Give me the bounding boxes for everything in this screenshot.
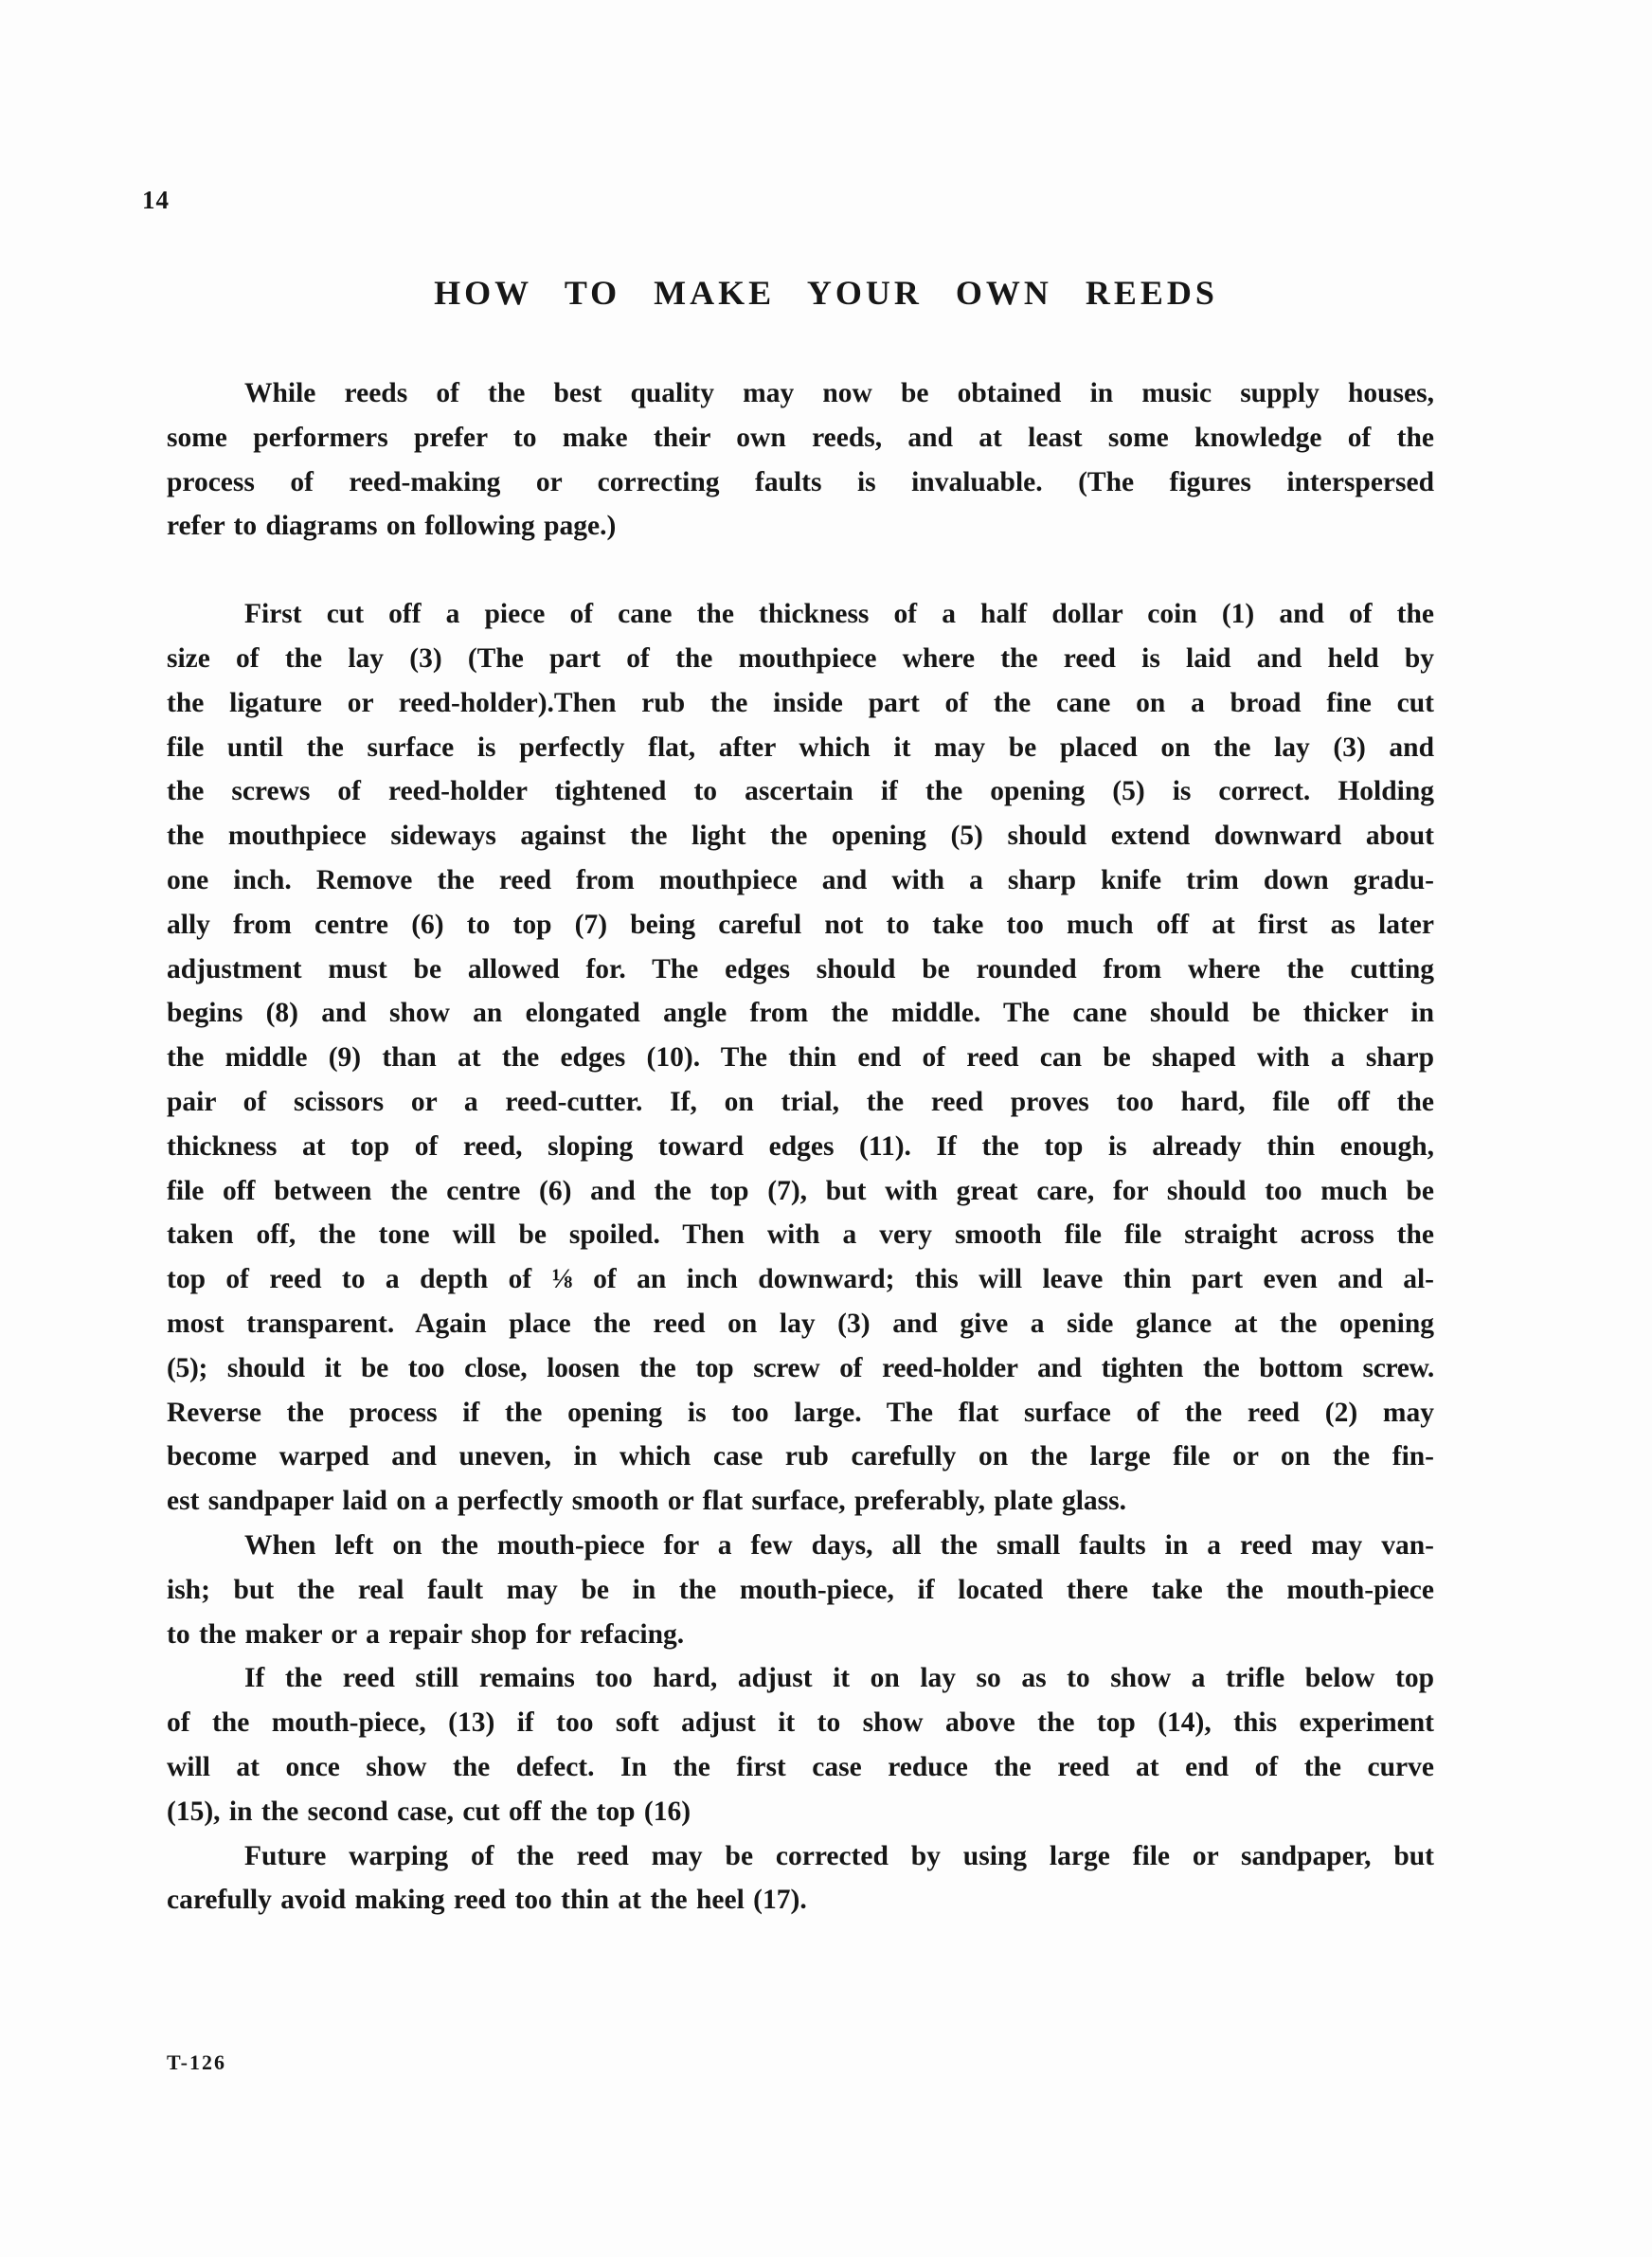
text-line: begins (8) and show an elongated angle from the middle. The cane should be thicker in bbox=[167, 998, 1434, 1029]
text-line: process of reed-making or correcting faults is invaluable. (The figures interspersed bbox=[167, 466, 1434, 497]
text-line: top of reed to a depth of ⅛ of an inch downward; this will leave thin part even and al- bbox=[167, 1264, 1434, 1295]
text-line: (5); should it be too close, loosen the top screw of reed-holder and tighten the bottom screw. bbox=[167, 1352, 1434, 1383]
text-line: taken off, the tone will be spoiled. Then with a very smooth file file straight across the bbox=[167, 1219, 1434, 1251]
text-line: Future warping of the reed may be corrected by using large file or sandpaper, but bbox=[244, 1840, 1434, 1871]
text-line: to the maker or a repair shop for refacing. bbox=[167, 1618, 685, 1650]
text-line: one inch. Remove the reed from mouthpiece and with a sharp knife trim down gradu- bbox=[167, 864, 1434, 895]
text-line: First cut off a piece of cane the thickness of a half dollar coin (1) and of the bbox=[244, 599, 1434, 630]
page-title: HOW TO MAKE YOUR OWN REEDS bbox=[434, 274, 1218, 312]
text-line: est sandpaper laid on a perfectly smooth or flat surface, preferably, plate glass. bbox=[167, 1486, 1127, 1517]
text-line: pair of scissors or a reed-cutter. If, on trial, the reed proves too hard, file off the bbox=[167, 1086, 1434, 1117]
text-line: become warped and uneven, in which case rub carefully on the large file or on the fin- bbox=[167, 1441, 1434, 1472]
text-line: carefully avoid making reed too thin at the heel (17). bbox=[167, 1885, 807, 1916]
text-line: When left on the mouth-piece for a few days, all the small faults in a reed may van- bbox=[244, 1529, 1434, 1561]
text-line: size of the lay (3) (The part of the mouthpiece where the reed is laid and held by bbox=[167, 642, 1434, 674]
text-line: adjustment must be allowed for. The edges should be rounded from where the cutting bbox=[167, 953, 1434, 984]
text-line: most transparent. Again place the reed on lay (3) and give a side glance at the opening bbox=[167, 1308, 1434, 1339]
text-line: (15), in the second case, cut off the top (16) bbox=[167, 1796, 691, 1827]
text-line: will at once show the defect. In the first case reduce the reed at end of the curve bbox=[167, 1751, 1434, 1782]
text-line: While reeds of the best quality may now be obtained in music supply houses, bbox=[244, 378, 1434, 408]
text-line: file off between the centre (6) and the top (7), but with great care, for should too much be bbox=[167, 1175, 1434, 1206]
text-line: ish; but the real fault may be in the mouth-piece, if located there take the mouth-piece bbox=[167, 1574, 1434, 1605]
body-text bbox=[167, 371, 1434, 1923]
text-line: refer to diagrams on following page.) bbox=[167, 511, 617, 542]
paragraph-gap bbox=[167, 549, 1434, 592]
text-line: file until the surface is perfectly flat, after which it may be placed on the lay (3) and bbox=[167, 731, 1434, 763]
text-line: of the mouth-piece, (13) if too soft adjust it to show above the top (14), this experiment bbox=[167, 1707, 1434, 1739]
text-line: Reverse the process if the opening is too large. The flat surface of the reed (2) may bbox=[167, 1397, 1434, 1428]
text-line: ally from centre (6) to top (7) being careful not to take too much off at first as later bbox=[167, 909, 1434, 940]
text-line: the screws of reed-holder tightened to ascertain if the opening (5) is correct. Holding bbox=[167, 776, 1434, 807]
text-line: the mouthpiece sideways against the light the opening (5) should extend downward about bbox=[167, 821, 1434, 852]
text-line: the ligature or reed-holder).Then rub the inside part of the cane on a broad fine cut bbox=[167, 687, 1434, 718]
text-line: If the reed still remains too hard, adjust it on lay so as to show a trifle below top bbox=[244, 1663, 1434, 1694]
plate-number: T-126 bbox=[167, 2050, 226, 2074]
text-line: some performers prefer to make their own reeds, and at least some knowledge of the bbox=[167, 422, 1434, 453]
page-number: 14 bbox=[142, 186, 170, 214]
text-line: the middle (9) than at the edges (10). The thin end of reed can be shaped with a sharp bbox=[167, 1042, 1434, 1074]
text-line: thickness at top of reed, sloping toward edges (11). If the top is already thin enough, bbox=[167, 1130, 1434, 1162]
